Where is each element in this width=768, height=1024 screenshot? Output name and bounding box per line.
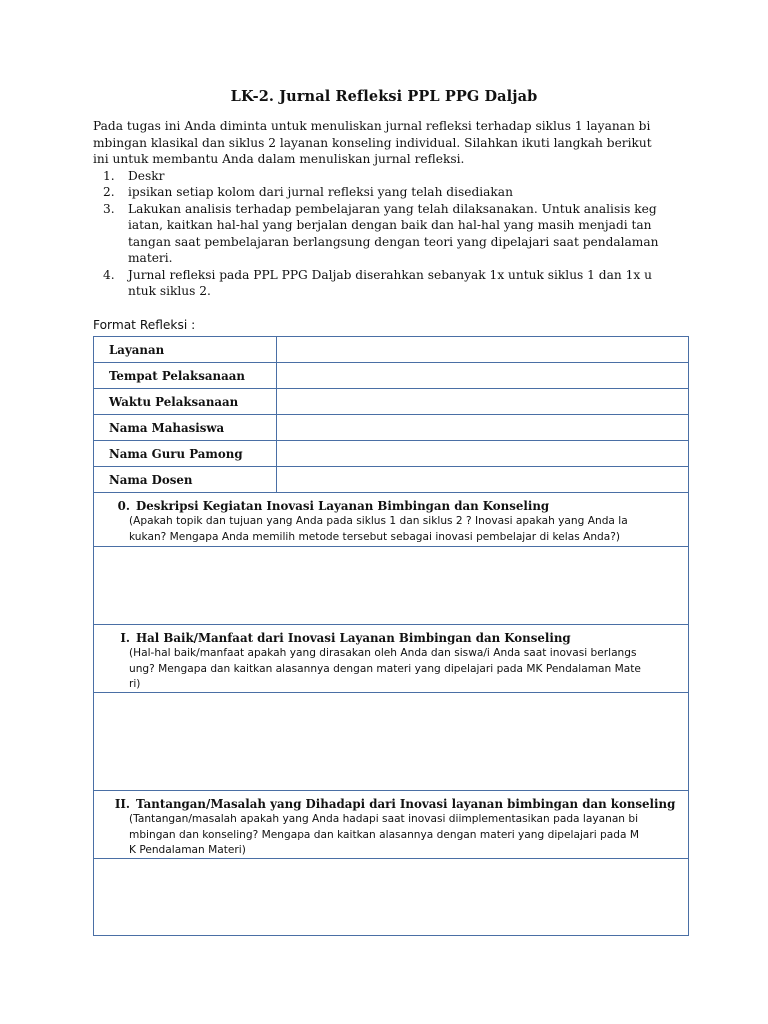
meta-row-mahasiswa: [94, 415, 688, 441]
intro-block: [93, 118, 675, 300]
step-text: Deskr: [128, 168, 165, 183]
intro-line: Pada tugas ini Anda diminta untuk menuliskan jurnal refleksi terhadap siklus 1 layanan bi: [93, 119, 651, 133]
intro-line: ini untuk membantu Anda dalam menuliskan jurnal refleksi.: [93, 152, 465, 166]
step-item: [93, 267, 675, 300]
section-description: [108, 646, 680, 693]
meta-value-field[interactable]: [277, 363, 688, 388]
section-desc-line: ung? Mengapa dan kaitkan alasannya dengan materi yang dipelajari pada MK Pendalaman Mate: [129, 662, 641, 675]
step-text: materi.: [128, 251, 173, 265]
section-desc-line: (Hal-hal baik/manfaat apakah yang dirasakan oleh Anda dan siswa/i Anda saat inovasi berlangs: [129, 647, 637, 659]
intro-line: mbingan klasikal dan siklus 2 layanan konseling individual. Silahkan ikuti langkah berikut: [93, 135, 652, 150]
step-item: [93, 184, 675, 201]
meta-label: Nama Guru Pamong: [94, 441, 277, 466]
meta-label: Nama Dosen: [94, 467, 277, 492]
step-text: Jurnal refleksi pada PPL PPG Daljab diserahkan sebanyak 1x untuk siklus 1 dan 1x u: [128, 267, 652, 282]
meta-row-guru-pamong: [94, 441, 688, 467]
section-2-answer-box[interactable]: [94, 859, 688, 935]
meta-label: Tempat Pelaksanaan: [94, 363, 277, 388]
section-desc-line: (Tantangan/masalah apakah yang Anda hadapi saat inovasi diimplementasikan pada layanan bi: [129, 813, 639, 825]
step-number: 2.: [103, 185, 115, 199]
intro-paragraph: [93, 118, 675, 168]
steps-list: [93, 168, 675, 300]
section-1-header: [94, 625, 688, 693]
section-title: [108, 498, 680, 514]
step-text: ipsikan setiap kolom dari jurnal refleksi yang telah disediakan: [128, 185, 513, 199]
meta-label: Layanan: [94, 337, 277, 362]
step-number: 4.: [103, 267, 115, 282]
section-title-text: Tantangan/Masalah yang Dihadapi dari Inovasi layanan bimbingan dan konseling: [136, 797, 676, 811]
section-desc-line: ri): [129, 678, 141, 690]
section-0-answer-box[interactable]: [94, 547, 688, 625]
meta-row-dosen: [94, 467, 688, 493]
step-text: ntuk siklus 2.: [128, 284, 211, 298]
section-title-text: Deskripsi Kegiatan Inovasi Layanan Bimbingan dan Konseling: [136, 499, 550, 513]
meta-value-field[interactable]: [277, 337, 688, 362]
step-item: [93, 201, 675, 267]
meta-label: Nama Mahasiswa: [94, 415, 277, 440]
section-desc-line: K Pendalaman Materi): [129, 844, 246, 856]
section-number: I.: [120, 631, 130, 645]
meta-value-field[interactable]: [277, 441, 688, 466]
meta-row-layanan: [94, 337, 688, 363]
section-title-text: Hal Baik/Manfaat dari Inovasi Layanan Bimbingan dan Konseling: [136, 631, 571, 645]
meta-value-field[interactable]: [277, 415, 688, 440]
section-title: [108, 630, 680, 646]
section-0-header: [94, 493, 688, 547]
meta-row-tempat: [94, 363, 688, 389]
step-item: [93, 168, 675, 185]
section-description: [108, 514, 680, 545]
section-description: [108, 812, 680, 859]
section-desc-line: kukan? Mengapa Anda memilih metode tersebut sebagai inovasi pembelajar di kelas Anda?): [129, 530, 621, 543]
section-2-header: [94, 791, 688, 859]
step-text: iatan, kaitkan hal-hal yang berjalan dengan baik dan hal-hal yang masih menjadi tan: [128, 218, 652, 232]
step-number: 1.: [103, 168, 115, 183]
meta-row-waktu: [94, 389, 688, 415]
section-desc-line: mbingan dan konseling? Mengapa dan kaitkan alasannya dengan materi yang dipelajari pada M: [129, 828, 639, 841]
format-label: Format Refleksi :: [93, 318, 196, 332]
section-number: 0.: [117, 499, 130, 513]
step-number: 3.: [103, 201, 115, 216]
section-1-answer-box[interactable]: [94, 693, 688, 791]
step-text: tangan saat pembelajaran berlangsung dengan teori yang dipelajari saat pendalaman: [128, 234, 659, 249]
meta-value-field[interactable]: [277, 389, 688, 414]
document-title: LK-2. Jurnal Refleksi PPL PPG Daljab: [230, 88, 538, 105]
section-number: II.: [114, 797, 130, 811]
section-desc-line: (Apakah topik dan tujuan yang Anda pada siklus 1 dan siklus 2 ? Inovasi apakah yang Anda la: [129, 515, 628, 527]
meta-label: Waktu Pelaksanaan: [94, 389, 277, 414]
meta-value-field[interactable]: [277, 467, 688, 492]
section-title: [108, 796, 680, 812]
step-text: Lakukan analisis terhadap pembelajaran yang telah dilaksanakan. Untuk analisis keg: [128, 201, 657, 216]
reflection-form-table: [93, 336, 689, 936]
